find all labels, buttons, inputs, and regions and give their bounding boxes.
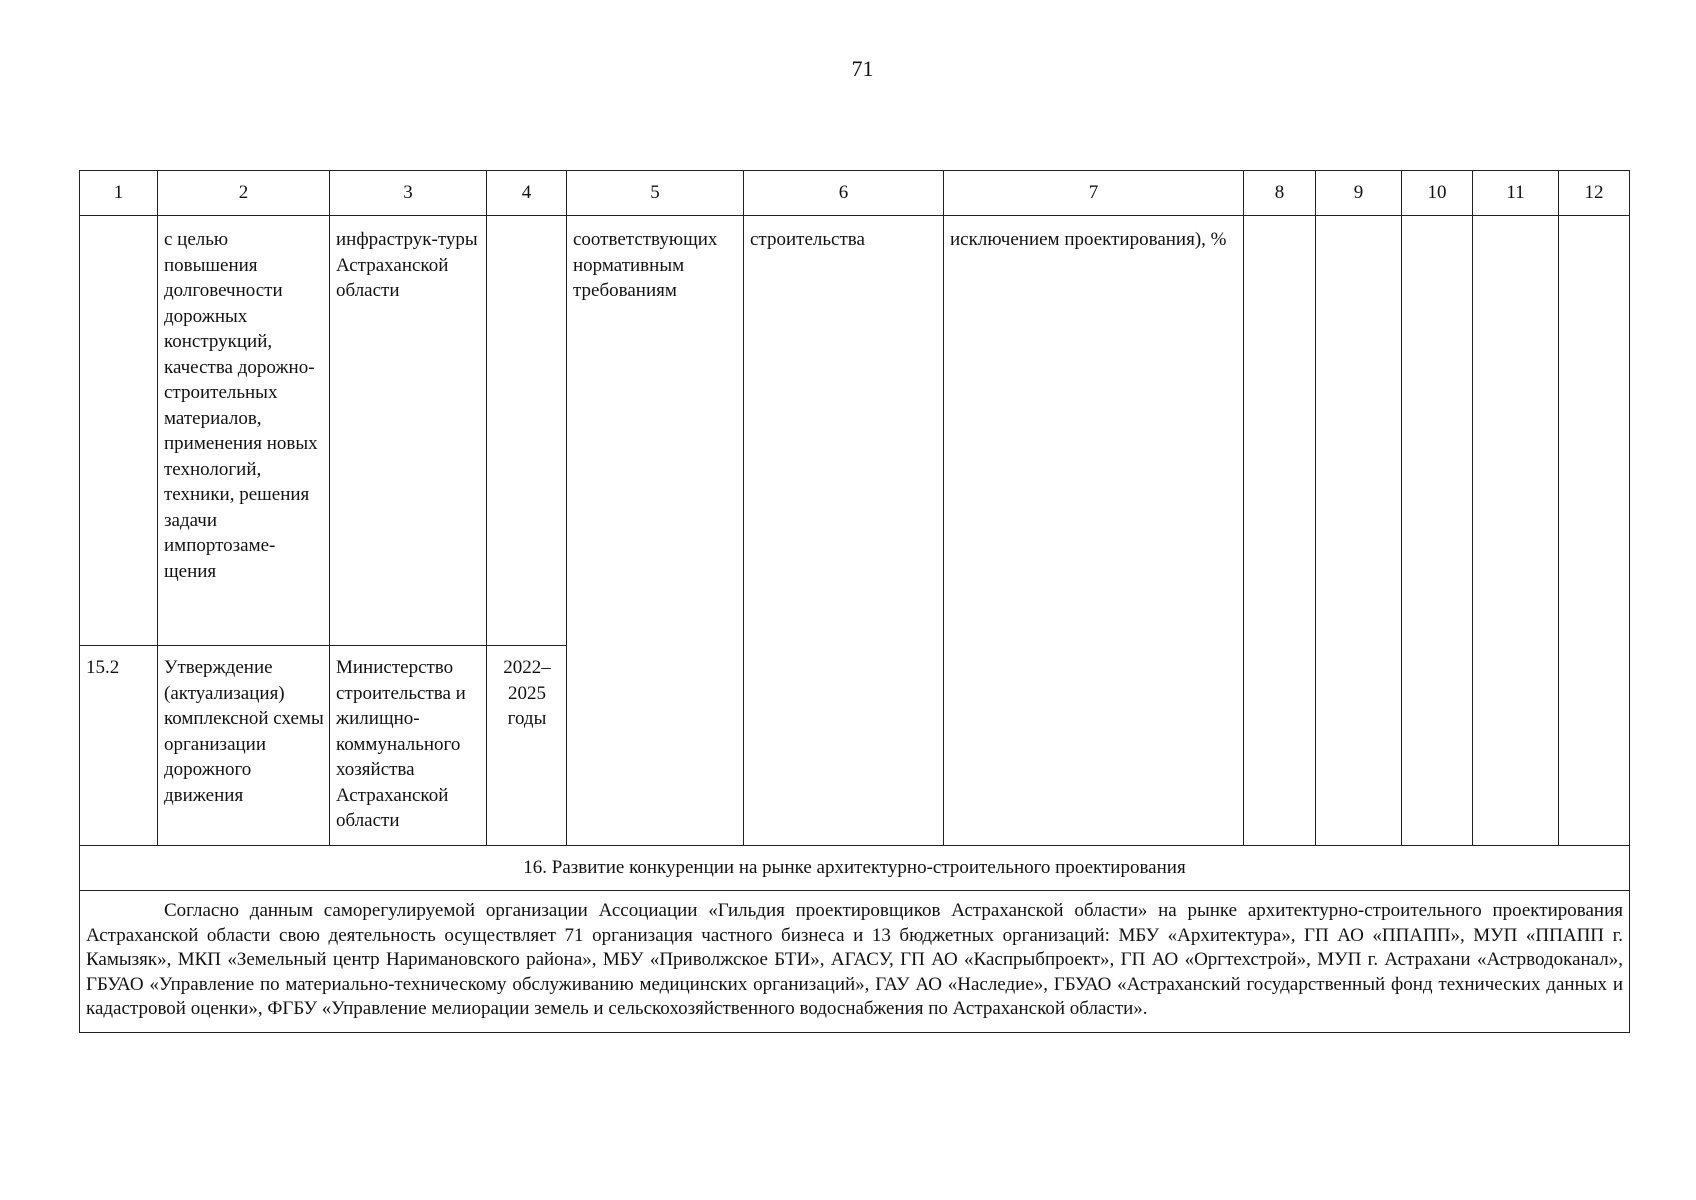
header-cell: 9	[1316, 171, 1402, 216]
table-cell: Министерство строительства и жилищно-коммунального хозяйства Астраханской области	[330, 646, 487, 846]
table-cell	[1244, 216, 1316, 846]
header-cell: 10	[1402, 171, 1473, 216]
page-number: 71	[851, 56, 874, 81]
paragraph-row	[80, 891, 1630, 1033]
table-row	[80, 216, 1630, 646]
section-paragraph: Согласно данным саморегулируемой организации Ассоциации «Гильдия проектировщиков Астраханской области» на рынке архитектурно-строительного проектирования Астраханской области свою деятельность осуществляет 71 организация частного бизнеса и 13 бюджетных организаций: МБУ «Архитектура», ГП АО «ППАПП», МУП «ППАПП г. Камызяк», МКП «Земельный центр Наримановского района», МБУ «Приволжское БТИ», АГАСУ, ГП АО «Каспрыбпроект», ГП АО «Оргтехстрой», МУП г. Астрахани «Астрводоканал», ГБУАО «Управление по материально-техническому обслуживанию медицинских организаций», ГАУ АО «Наследие», ГБУАО «Астраханский государственный фонд технических данных и кадастровой оценки», ФГБУ «Управление мелиорации земель и сельскохозяйственного водоснабжения по Астраханской области».	[80, 891, 1630, 1033]
table-cell: с целью повышения долговечности дорожных конструкций, качества дорожно-строительных материалов, применения новых технологий, техники, решения задачи импортозаме-щения	[158, 216, 330, 646]
table-cell	[487, 216, 567, 646]
table-cell	[1559, 216, 1630, 846]
header-cell: 3	[330, 171, 487, 216]
header-cell: 12	[1559, 171, 1630, 216]
header-cell: 8	[1244, 171, 1316, 216]
table-cell: исключением проектирования), %	[944, 216, 1244, 846]
header-cell: 7	[944, 171, 1244, 216]
table-cell: 2022–2025 годы	[487, 646, 567, 846]
table-cell: 15.2	[80, 646, 158, 846]
table-cell	[1473, 216, 1559, 846]
table-cell	[80, 216, 158, 646]
header-cell: 2	[158, 171, 330, 216]
document-table	[79, 170, 1630, 1033]
header-cell: 4	[487, 171, 567, 216]
section-title: 16. Развитие конкуренции на рынке архитектурно-строительного проектирования	[80, 846, 1630, 891]
section-heading-row	[80, 846, 1630, 891]
header-cell: 11	[1473, 171, 1559, 216]
header-cell: 5	[567, 171, 744, 216]
header-cell: 1	[80, 171, 158, 216]
header-cell: 6	[744, 171, 944, 216]
table-cell: соответствующих нормативным требованиям	[567, 216, 744, 846]
table-cell	[1402, 216, 1473, 846]
table-header-row	[80, 171, 1630, 216]
table-cell: строительства	[744, 216, 944, 846]
table-cell: инфраструк-туры Астраханской области	[330, 216, 487, 646]
table-cell: Утверждение (актуализация) комплексной схемы организации дорожного движения	[158, 646, 330, 846]
table-cell	[1316, 216, 1402, 846]
